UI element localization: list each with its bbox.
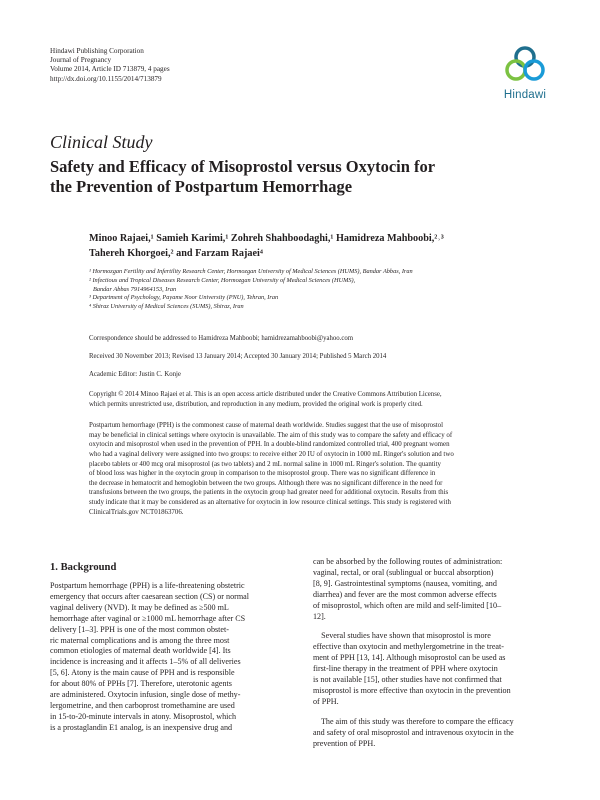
- copyright-line: Copyright © 2014 Minoo Rajaei et al. This is an open access article distributed under the Creative Commons Attribution License,: [89, 391, 442, 398]
- body-line: first-line therapy in the treatment of PPH where oxytocin: [313, 664, 498, 674]
- doi-link[interactable]: http://dx.doi.org/10.1155/2014/713879: [50, 74, 162, 83]
- affiliation-line: ⁴ Shiraz University of Medical Sciences (SUMS), Shiraz, Iran: [89, 303, 244, 311]
- body-line: Postpartum hemorrhage (PPH) is a life-threatening obstetric: [50, 581, 245, 590]
- body-line: 12].: [313, 611, 326, 621]
- body-column-left: [50, 581, 296, 734]
- abstract-line: Postpartum hemorrhage (PPH) is the commonest cause of maternal death worldwide. Studies suggest that the use of misoprostol: [89, 422, 444, 429]
- body-line: is not available [15], other studies have not confirmed that: [313, 675, 502, 685]
- abstract-line: of blood loss was higher in the oxytocin group in comparison to the misoprostol group. There was no significant difference in: [89, 470, 436, 478]
- abstract: [89, 421, 559, 517]
- article-title: [50, 157, 550, 197]
- publication-dates: Received 30 November 2013; Revised 13 January 2014; Accepted 30 January 2014; Published 5 March 2014: [89, 353, 387, 360]
- volume-info: Volume 2014, Article ID 713879, 4 pages: [50, 65, 170, 74]
- affiliation-line: Bandar Abbas 7914964153, Iran: [93, 285, 177, 293]
- paragraph-gap: [313, 622, 559, 631]
- abstract-line: study indicate that it may be considered as an alternative for oxytocin in low resource clinical settings. This study is registered with: [89, 499, 451, 506]
- body-line: of PPH.: [313, 696, 339, 706]
- body-column-right: [313, 557, 559, 750]
- body-line: lergometrine, and then carboprost tromethamine are used: [50, 700, 235, 710]
- body-line: diarrhea) and fever are the most common adverse effects: [313, 589, 497, 599]
- body-line: vaginal delivery (NVD). It may be defined as ≥500 mL: [50, 602, 229, 612]
- body-line: effective than oxytocin and methylergometrine in the treat-: [313, 642, 504, 652]
- affiliation-line: ² Infectious and Tropical Diseases Research Center, Hormozgan University of Medical Sciences (HUMS),: [89, 276, 356, 284]
- body-line: incidence is increasing and it affects 1–5% of all deliveries: [50, 657, 241, 667]
- copyright-notice: [89, 390, 559, 409]
- body-line: in 15-to-20-minute intervals in atony. Misoprostol, which: [50, 711, 237, 721]
- publisher-name: Hindawi Publishing Corporation: [50, 47, 144, 55]
- author-line: Minoo Rajaei,¹ Samieh Karimi,¹ Zohreh Shahboodaghi,¹ Hamidreza Mahboobi,²˒³: [89, 233, 444, 244]
- abstract-line: transfusions between the two groups, the patients in the oxytocin group had greater need for additional oxytocin. Results from this: [89, 489, 449, 497]
- body-line: hemorrhage after vaginal or ≥1000 mL hemorrhage after CS: [50, 613, 246, 623]
- body-line: emergency that occurs after caesarean section (CS) or normal: [50, 591, 249, 601]
- body-line: ric maternal complications and is among the three most: [50, 635, 230, 645]
- body-line: prevention of PPH.: [313, 738, 376, 748]
- journal-info: [50, 47, 170, 84]
- body-line: common etiologies of maternal death worldwide [4]. Its: [50, 646, 231, 656]
- body-line: of misoprostol, which often are mild and self-limited [10–: [313, 600, 502, 610]
- hindawi-logo-text: Hindawi: [503, 89, 547, 101]
- body-line: is a prostaglandin E1 analog, is an inexpensive drug and: [50, 722, 233, 732]
- body-line: are administered. Oxytocin infusion, single dose of methy-: [50, 690, 241, 700]
- correspondence: Correspondence should be addressed to Hamidreza Mahboobi; hamidrezamahboobi@yahoo.com: [89, 335, 354, 342]
- hindawi-logo-icon: [493, 44, 557, 88]
- body-line: can be absorbed by the following routes of administration:: [313, 557, 503, 566]
- title-line: the Prevention of Postpartum Hemorrhage: [50, 177, 353, 196]
- article-type: Clinical Study: [50, 132, 153, 152]
- author-line: Tahereh Khorgoei,² and Farzam Rajaei⁴: [89, 247, 263, 259]
- abstract-line: ClinicalTrials.gov NCT01863706.: [89, 508, 184, 516]
- journal-name: Journal of Pregnancy: [50, 56, 112, 65]
- body-line: ment of PPH [13, 14]. Although misoprostol can be used as: [313, 653, 506, 663]
- abstract-line: placebo tablets or 400 mcg oral misoprostol (as two tablets) and 2 mL normal saline in 1000 mL Ringer's solution. The quantity: [89, 460, 441, 468]
- body-line: [8, 9]. Gastrointestinal symptoms (nausea, vomiting, and: [313, 578, 497, 588]
- body-line: delivery [1–3]. PPH is one of the most common obstet-: [50, 624, 229, 634]
- body-line: misoprostol is more effective than oxytocin in the prevention: [313, 685, 511, 695]
- paragraph-gap: [313, 708, 559, 717]
- title-line: Safety and Efficacy of Misoprostol versus Oxytocin for: [50, 157, 436, 176]
- abstract-line: the decrease in hematocrit and hemoglobin between the two groups. Although there was no significant difference in the need for: [89, 479, 443, 487]
- body-line: [5, 6]. Atony is the main cause of PPH and is responsible: [50, 668, 235, 678]
- body-line: Several studies have shown that misoprostol is more: [313, 631, 491, 641]
- body-line: for about 80% of PPHs [7]. Therefore, uterotonic agents: [50, 679, 232, 689]
- abstract-line: oxytocin and misoprostol when used in the prevention of PPH. In a double-blind randomized controlled trial, 400 pregnant women: [89, 441, 450, 449]
- body-line: The aim of this study was therefore to compare the efficacy: [313, 716, 514, 726]
- abstract-line: who had a vaginal delivery were assigned into two groups: to receive either 20 IU of oxytocin in 1000 mL Ringer's solution and two: [89, 450, 454, 458]
- academic-editor: Academic Editor: Justin C. Konje: [89, 371, 181, 378]
- section-heading: 1. Background: [50, 562, 117, 573]
- affiliation-line: ³ Department of Psychology, Payame Noor University (PNU), Tehran, Iran: [89, 294, 279, 302]
- author-list: [89, 232, 559, 261]
- body-line: and safety of oral misoprostol and intravenous oxytocin in the: [313, 727, 514, 737]
- copyright-line: which permits unrestricted use, distribution, and reproduction in any medium, provided the original work is properly cited.: [89, 400, 423, 408]
- body-line: vaginal, rectal, or oral (sublingual or buccal absorption): [313, 567, 494, 577]
- hindawi-logo: [493, 44, 557, 104]
- affiliation-line: ¹ Hormozgan Fertility and Infertility Research Center, Hormozgan University of Medical Sciences (HUMS), Bandar Abbas, Iran: [89, 268, 413, 275]
- abstract-line: may be beneficial in clinical settings where oxytocin is unavailable. The aim of this study was to compare the safety and efficacy of: [89, 431, 453, 439]
- affiliations: [89, 268, 559, 312]
